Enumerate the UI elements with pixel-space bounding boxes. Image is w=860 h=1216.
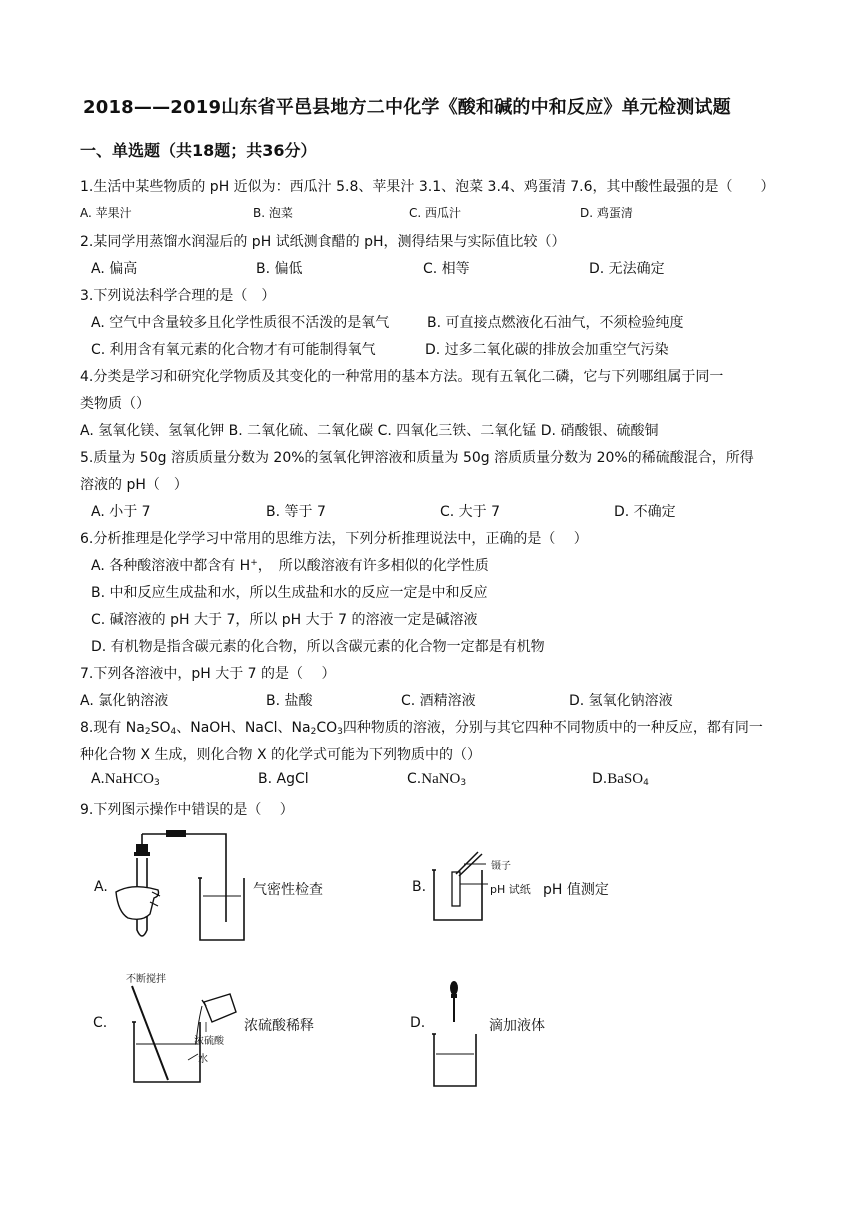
question-8-option-b[interactable]: B. AgCl [258,771,309,787]
question-7-option-d[interactable]: D. 氢氧化钠溶液 [569,693,673,709]
question-3-option-c[interactable]: C. 利用含有氧元素的化合物才有可能制得氧气 [91,342,376,358]
q8-part: 四种物质的溶液，分别与其它四种不同物质中的一种反应，都有同一 [342,720,763,736]
question-1-option-d[interactable]: D. 鸡蛋清 [580,206,633,220]
question-1-option-b[interactable]: B. 泡菜 [253,206,293,220]
figure-a-label[interactable]: A. [94,879,108,895]
question-5-text-line1: 5.质量为 50g 溶质质量分数为 20%的氢氧化钾溶液和质量为 50g 溶质质量分数为 20%的稀硫酸混合，所得 [80,450,754,466]
question-7-text: 7.下列各溶液中，pH 大于 7 的是（ ） [80,666,336,682]
q8-part: 8.现有 Na [80,720,145,736]
question-4-options[interactable]: A. 氢氧化镁、氢氧化钾 B. 二氧化硫、二氧化碳 C. 四氧化三铁、二氧化锰 D. 硝酸银、硫酸铜 [80,423,659,439]
question-3-text: 3.下列说法科学合理的是（ ） [80,288,276,304]
subscript: 3 [337,727,343,737]
subscript: 4 [643,778,649,788]
formula: NaNO [421,771,461,787]
figure-c-acid-label: 浓硫酸 [194,1036,224,1047]
question-3-option-a[interactable]: A. 空气中含量较多且化学性质很不活泼的是氧气 [91,315,390,331]
figure-d-label[interactable]: D. [410,1015,426,1031]
superscript-plus: + [250,558,258,568]
figure-d-apparatus [430,980,480,1090]
figure-c-caption: 浓硫酸稀释 [244,1018,314,1034]
figure-b-apparatus [430,850,490,922]
subscript: 2 [310,727,317,737]
question-5-option-d[interactable]: D. 不确定 [614,504,676,520]
question-4-text-line1: 4.分类是学习和研究化学物质及其变化的一种常用的基本方法。现有五氧化二磷，它与下列哪组属于同一 [80,369,724,385]
question-6-option-a[interactable] [91,555,489,575]
figure-b-tweezers-label: 镊子 [491,861,511,872]
question-8-option-d[interactable] [592,771,649,788]
question-5-text-line2: 溶液的 pH（ ） [80,477,188,493]
question-9-text: 9.下列图示操作中错误的是（ ） [80,802,294,818]
question-7-option-b[interactable]: B. 盐酸 [266,693,313,709]
question-2-option-c[interactable]: C. 相等 [423,261,470,277]
question-6-option-a-pre: A. 各种酸溶液中都含有 H [91,558,251,574]
q8-part: CO [316,720,338,736]
question-3-option-d[interactable]: D. 过多二氧化碳的排放会加重空气污染 [425,342,669,358]
subscript: 4 [170,727,177,737]
question-6-option-d[interactable]: D. 有机物是指含碳元素的化合物，所以含碳元素的化合物一定都是有机物 [91,639,545,655]
formula: NaHCO [104,771,154,787]
q8-part: SO [150,720,171,736]
question-6-option-a-post: ， 所以酸溶液有许多相似的化学性质 [257,558,489,574]
question-5-option-c[interactable]: C. 大于 7 [440,504,501,520]
question-7-option-a[interactable]: A. 氯化钠溶液 [80,693,169,709]
question-5-option-a[interactable]: A. 小于 7 [91,504,151,520]
page-title: 2018——2019山东省平邑县地方二中化学《酸和碱的中和反应》单元检测试题 [83,97,731,118]
figure-b-label[interactable]: B. [412,879,427,895]
formula: BaSO [607,771,644,787]
question-6-text: 6.分析推理是化学学习中常用的思维方法，下列分析推理说法中，正确的是（ ） [80,531,588,547]
question-6-option-b[interactable]: B. 中和反应生成盐和水，所以生成盐和水的反应一定是中和反应 [91,585,488,601]
question-1-option-c[interactable]: C. 西瓜汁 [409,206,462,220]
question-5-option-b[interactable]: B. 等于 7 [266,504,326,520]
figure-b-ph-paper-label: pH 试纸 [490,883,531,896]
question-3-option-b[interactable]: B. 可直接点燃液化石油气，不须检验纯度 [427,315,684,331]
question-6-option-c[interactable]: C. 碱溶液的 pH 大于 7，所以 pH 大于 7 的溶液一定是碱溶液 [91,612,478,628]
option-label: A. [91,771,105,787]
figure-d-caption: 滴加液体 [489,1018,545,1034]
figure-b-caption: pH 值测定 [543,882,609,898]
figure-a-apparatus [108,826,248,946]
q8-part: 、NaOH、NaCl、Na [176,720,311,736]
figure-c-stir-label: 不断搅拌 [126,974,166,985]
question-8-text-line1 [80,717,763,737]
subscript: 3 [460,778,467,788]
subscript: 2 [144,727,151,737]
option-label: C. [407,771,422,787]
section-heading: 一、单选题（共18题；共36分） [80,141,317,160]
question-8-option-c[interactable] [407,771,466,788]
question-2-option-d[interactable]: D. 无法确定 [589,261,665,277]
question-2-option-a[interactable]: A. 偏高 [91,261,138,277]
figure-c-label[interactable]: C. [93,1015,108,1031]
question-7-option-c[interactable]: C. 酒精溶液 [401,693,476,709]
question-8-option-a[interactable] [91,771,160,788]
question-2-text: 2.某同学用蒸馏水润湿后的 pH 试纸测食醋的 pH，测得结果与实际值比较（） [80,234,566,250]
option-label: D. [592,771,608,787]
question-8-text-line2: 种化合物 X 生成，则化合物 X 的化学式可能为下列物质中的（） [80,747,481,763]
question-4-text-line2: 类物质（） [80,396,150,412]
figure-c-water-label: 水 [198,1054,208,1065]
question-2-option-b[interactable]: B. 偏低 [256,261,303,277]
question-1-option-a[interactable]: A. 苹果汁 [80,206,132,220]
subscript: 3 [153,778,160,788]
question-1-text: 1.生活中某些物质的 pH 近似为：西瓜汁 5.8、苹果汁 3.1、泡菜 3.4、鸡蛋清 7.6，其中酸性最强的是（ ） [80,179,775,195]
figure-a-caption: 气密性检查 [253,882,323,898]
